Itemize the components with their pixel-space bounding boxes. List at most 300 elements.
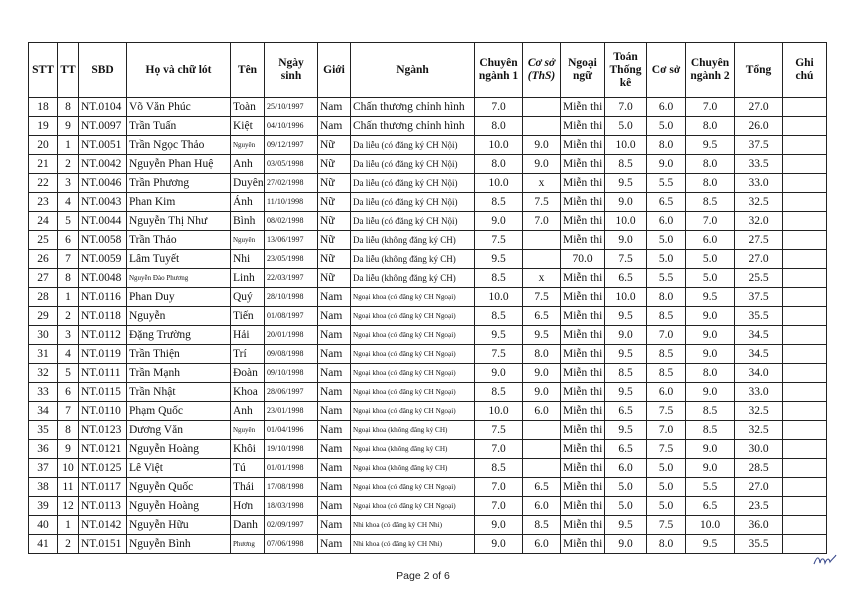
cell-sbd: NT.0125: [79, 459, 127, 478]
cell-tt: 7: [58, 402, 79, 421]
cell-stt: 36: [29, 440, 58, 459]
cell-toan: 6.0: [605, 459, 647, 478]
table-row: [29, 364, 827, 383]
cell-stt: 24: [29, 212, 58, 231]
cell-coso: 5.0: [647, 250, 686, 269]
cell-coso: 7.5: [647, 516, 686, 535]
header-coso-ths: Cơ sở (ThS): [523, 43, 561, 98]
table-row: [29, 174, 827, 193]
table-row: [29, 440, 827, 459]
cell-ho: Nguyễn Hữu: [127, 516, 231, 535]
cell-ho: Lê Việt: [127, 459, 231, 478]
cell-cn2: 9.0: [686, 383, 735, 402]
cell-tong: 27.5: [735, 231, 783, 250]
cell-tt: 11: [58, 478, 79, 497]
cell-sbd: NT.0123: [79, 421, 127, 440]
cell-nganh: Nhi khoa (có đăng ký CH Nhi): [351, 535, 475, 554]
table-row: [29, 288, 827, 307]
cell-ngaysinh: 19/10/1998: [265, 440, 318, 459]
cell-nganh: Ngoại khoa (có đăng ký CH Ngoại): [351, 383, 475, 402]
cell-gioi: Nam: [318, 288, 351, 307]
cell-coso-ths: 7.5: [523, 288, 561, 307]
cell-tong: 32.5: [735, 421, 783, 440]
cell-coso-ths: 6.5: [523, 307, 561, 326]
cell-cn1: 7.5: [475, 345, 523, 364]
cell-tong: 27.0: [735, 478, 783, 497]
cell-gioi: Nữ: [318, 174, 351, 193]
cell-ngoaingu: Miễn thi: [561, 288, 605, 307]
cell-ho: Phan Duy: [127, 288, 231, 307]
cell-ngaysinh: 25/10/1997: [265, 98, 318, 117]
table-row: [29, 326, 827, 345]
cell-tong: 33.0: [735, 383, 783, 402]
cell-nganh: Chấn thương chỉnh hình: [351, 98, 475, 117]
cell-ngoaingu: Miễn thi: [561, 136, 605, 155]
cell-gioi: Nam: [318, 402, 351, 421]
cell-cn2: 5.0: [686, 269, 735, 288]
table-row: [29, 117, 827, 136]
cell-ten: Tiến: [231, 307, 265, 326]
table-row: [29, 421, 827, 440]
cell-nganh: Da liễu (có đăng ký CH Nội): [351, 212, 475, 231]
table-row: [29, 136, 827, 155]
cell-tt: 6: [58, 383, 79, 402]
cell-stt: 27: [29, 269, 58, 288]
cell-coso-ths: 7.5: [523, 193, 561, 212]
cell-coso: 5.5: [647, 174, 686, 193]
cell-cn2: 8.5: [686, 402, 735, 421]
cell-coso: 5.0: [647, 478, 686, 497]
cell-ngoaingu: Miễn thi: [561, 535, 605, 554]
cell-ghichu: [783, 98, 827, 117]
cell-cn1: 9.5: [475, 250, 523, 269]
cell-stt: 21: [29, 155, 58, 174]
table-row: [29, 497, 827, 516]
cell-toan: 5.0: [605, 497, 647, 516]
cell-toan: 9.0: [605, 193, 647, 212]
cell-ten: Ánh: [231, 193, 265, 212]
cell-coso-ths: [523, 98, 561, 117]
cell-cn1: 8.0: [475, 155, 523, 174]
cell-tt: 1: [58, 288, 79, 307]
cell-coso-ths: 6.0: [523, 497, 561, 516]
header-cn1: Chuyên ngành 1: [475, 43, 523, 98]
cell-ghichu: [783, 535, 827, 554]
cell-ngoaingu: Miễn thi: [561, 402, 605, 421]
cell-sbd: NT.0104: [79, 98, 127, 117]
cell-tong: 30.0: [735, 440, 783, 459]
cell-toan: 6.5: [605, 402, 647, 421]
cell-ten: Khoa: [231, 383, 265, 402]
header-ngoaingu: Ngoại ngữ: [561, 43, 605, 98]
cell-nganh: Ngoại khoa (không đăng ký CH): [351, 421, 475, 440]
cell-ngaysinh: 08/02/1998: [265, 212, 318, 231]
cell-tong: 32.5: [735, 193, 783, 212]
cell-tong: 28.5: [735, 459, 783, 478]
cell-nganh: Ngoại khoa (có đăng ký CH Ngoại): [351, 307, 475, 326]
cell-stt: 25: [29, 231, 58, 250]
table-body: [29, 98, 827, 554]
cell-sbd: NT.0097: [79, 117, 127, 136]
cell-stt: 37: [29, 459, 58, 478]
cell-gioi: Nam: [318, 516, 351, 535]
cell-ngoaingu: Miễn thi: [561, 326, 605, 345]
table-row: [29, 516, 827, 535]
table-row: [29, 250, 827, 269]
cell-ngaysinh: 09/12/1997: [265, 136, 318, 155]
cell-coso: 8.5: [647, 364, 686, 383]
cell-tt: 5: [58, 212, 79, 231]
cell-gioi: Nam: [318, 383, 351, 402]
cell-ngaysinh: 02/09/1997: [265, 516, 318, 535]
table-row: [29, 155, 827, 174]
cell-ngoaingu: Miễn thi: [561, 421, 605, 440]
cell-tong: 37.5: [735, 288, 783, 307]
table-header-row: [29, 43, 827, 98]
cell-gioi: Nam: [318, 478, 351, 497]
cell-nganh: Nhi khoa (có đăng ký CH Nhi): [351, 516, 475, 535]
cell-ten: Duyên: [231, 174, 265, 193]
cell-sbd: NT.0046: [79, 174, 127, 193]
cell-sbd: NT.0043: [79, 193, 127, 212]
cell-tong: 37.5: [735, 136, 783, 155]
cell-ngaysinh: 04/10/1996: [265, 117, 318, 136]
cell-ho: Trần Thiện: [127, 345, 231, 364]
cell-coso-ths: 9.5: [523, 326, 561, 345]
table-row: [29, 402, 827, 421]
cell-ngoaingu: Miễn thi: [561, 212, 605, 231]
cell-stt: 19: [29, 117, 58, 136]
cell-coso: 5.0: [647, 497, 686, 516]
cell-nganh: Ngoại khoa (có đăng ký CH Ngoại): [351, 326, 475, 345]
cell-cn2: 9.5: [686, 136, 735, 155]
cell-sbd: NT.0116: [79, 288, 127, 307]
cell-coso: 5.0: [647, 459, 686, 478]
cell-coso-ths: 9.0: [523, 136, 561, 155]
table-row: [29, 98, 827, 117]
cell-ghichu: [783, 212, 827, 231]
cell-ghichu: [783, 231, 827, 250]
cell-cn2: 10.0: [686, 516, 735, 535]
cell-ho: Trần Tuấn: [127, 117, 231, 136]
cell-tt: 5: [58, 364, 79, 383]
cell-ten: Bình: [231, 212, 265, 231]
cell-coso-ths: 9.0: [523, 364, 561, 383]
cell-tong: 27.0: [735, 98, 783, 117]
cell-ho: Phan Kim: [127, 193, 231, 212]
cell-gioi: Nam: [318, 326, 351, 345]
cell-cn2: 8.5: [686, 421, 735, 440]
cell-nganh: Chấn thương chỉnh hình: [351, 117, 475, 136]
results-table-container: [28, 42, 827, 554]
cell-ghichu: [783, 288, 827, 307]
cell-ngoaingu: Miễn thi: [561, 307, 605, 326]
cell-cn2: 9.5: [686, 535, 735, 554]
cell-ngoaingu: Miễn thi: [561, 174, 605, 193]
cell-ho: Nguyễn Thị Như: [127, 212, 231, 231]
cell-cn1: 8.5: [475, 269, 523, 288]
cell-ngaysinh: 11/10/1998: [265, 193, 318, 212]
cell-ten: Nguyên: [231, 421, 265, 440]
cell-ngaysinh: 28/10/1998: [265, 288, 318, 307]
cell-sbd: NT.0115: [79, 383, 127, 402]
cell-sbd: NT.0111: [79, 364, 127, 383]
cell-stt: 41: [29, 535, 58, 554]
cell-toan: 10.0: [605, 212, 647, 231]
cell-ngoaingu: Miễn thi: [561, 193, 605, 212]
cell-ngaysinh: 01/04/1996: [265, 421, 318, 440]
cell-cn2: 9.0: [686, 326, 735, 345]
cell-nganh: Da liễu (có đăng ký CH Nội): [351, 193, 475, 212]
cell-tong: 32.5: [735, 402, 783, 421]
cell-coso-ths: 8.0: [523, 345, 561, 364]
cell-nganh: Da liễu (có đăng ký CH Nội): [351, 155, 475, 174]
cell-cn1: 7.5: [475, 421, 523, 440]
cell-ngaysinh: 01/01/1998: [265, 459, 318, 478]
cell-toan: 9.5: [605, 345, 647, 364]
cell-nganh: Ngoại khoa (có đăng ký CH Ngoại): [351, 497, 475, 516]
cell-toan: 10.0: [605, 136, 647, 155]
cell-gioi: Nam: [318, 364, 351, 383]
cell-ho: Nguyễn Đào Phương: [127, 269, 231, 288]
cell-coso: 5.0: [647, 231, 686, 250]
cell-sbd: NT.0117: [79, 478, 127, 497]
table-row: [29, 383, 827, 402]
cell-tong: 23.5: [735, 497, 783, 516]
cell-tt: 4: [58, 193, 79, 212]
header-ho: Họ và chữ lót: [127, 43, 231, 98]
cell-cn1: 10.0: [475, 136, 523, 155]
cell-cn2: 5.0: [686, 250, 735, 269]
cell-cn2: 8.0: [686, 364, 735, 383]
cell-cn2: 6.0: [686, 231, 735, 250]
cell-gioi: Nữ: [318, 250, 351, 269]
cell-ten: Phương: [231, 535, 265, 554]
cell-stt: 18: [29, 98, 58, 117]
cell-cn2: 9.5: [686, 288, 735, 307]
cell-cn1: 7.0: [475, 497, 523, 516]
cell-ten: Thái: [231, 478, 265, 497]
cell-ho: Nguyễn Quốc: [127, 478, 231, 497]
cell-nganh: Ngoại khoa (có đăng ký CH Ngoại): [351, 478, 475, 497]
cell-cn1: 9.5: [475, 326, 523, 345]
table-row: [29, 231, 827, 250]
cell-ngaysinh: 07/06/1998: [265, 535, 318, 554]
cell-ten: Hải: [231, 326, 265, 345]
cell-cn2: 9.0: [686, 307, 735, 326]
cell-tong: 32.0: [735, 212, 783, 231]
cell-ghichu: [783, 497, 827, 516]
cell-stt: 29: [29, 307, 58, 326]
cell-ngaysinh: 17/08/1998: [265, 478, 318, 497]
cell-nganh: Ngoại khoa (có đăng ký CH Ngoại): [351, 288, 475, 307]
cell-ngoaingu: Miễn thi: [561, 459, 605, 478]
cell-ghichu: [783, 193, 827, 212]
cell-ngoaingu: Miễn thi: [561, 155, 605, 174]
cell-coso: 8.0: [647, 535, 686, 554]
cell-tt: 1: [58, 136, 79, 155]
cell-ho: Nguyễn Phan Huệ: [127, 155, 231, 174]
cell-ten: Hơn: [231, 497, 265, 516]
cell-ten: Nguyên: [231, 136, 265, 155]
page-number: Page 2 of 6: [396, 570, 450, 582]
cell-ngoaingu: Miễn thi: [561, 497, 605, 516]
cell-ten: Kiệt: [231, 117, 265, 136]
cell-sbd: NT.0042: [79, 155, 127, 174]
cell-ghichu: [783, 383, 827, 402]
header-coso: Cơ sở: [647, 43, 686, 98]
cell-ngaysinh: 01/08/1997: [265, 307, 318, 326]
cell-stt: 35: [29, 421, 58, 440]
cell-ghichu: [783, 364, 827, 383]
cell-cn1: 8.5: [475, 193, 523, 212]
cell-ghichu: [783, 421, 827, 440]
cell-ho: Trần Thảo: [127, 231, 231, 250]
cell-cn2: 8.5: [686, 193, 735, 212]
cell-ten: Anh: [231, 402, 265, 421]
cell-cn1: 9.0: [475, 212, 523, 231]
cell-toan: 9.0: [605, 326, 647, 345]
cell-toan: 8.5: [605, 155, 647, 174]
cell-ghichu: [783, 117, 827, 136]
cell-tt: 9: [58, 440, 79, 459]
cell-ngoaingu: Miễn thi: [561, 98, 605, 117]
cell-cn2: 9.0: [686, 459, 735, 478]
cell-ghichu: [783, 174, 827, 193]
cell-ten: Trí: [231, 345, 265, 364]
cell-ngoaingu: Miễn thi: [561, 269, 605, 288]
cell-gioi: Nam: [318, 497, 351, 516]
cell-tt: 3: [58, 174, 79, 193]
cell-ten: Đoàn: [231, 364, 265, 383]
cell-sbd: NT.0051: [79, 136, 127, 155]
cell-tong: 33.0: [735, 174, 783, 193]
cell-nganh: Ngoại khoa (có đăng ký CH Ngoại): [351, 402, 475, 421]
cell-coso-ths: [523, 117, 561, 136]
cell-tt: 10: [58, 459, 79, 478]
cell-toan: 9.0: [605, 535, 647, 554]
cell-sbd: NT.0059: [79, 250, 127, 269]
cell-gioi: Nữ: [318, 212, 351, 231]
cell-stt: 28: [29, 288, 58, 307]
cell-stt: 32: [29, 364, 58, 383]
cell-ghichu: [783, 136, 827, 155]
cell-coso-ths: [523, 440, 561, 459]
cell-ho: Nguyễn Hoàng: [127, 497, 231, 516]
cell-coso: 5.0: [647, 117, 686, 136]
cell-cn2: 5.5: [686, 478, 735, 497]
cell-ho: Phạm Quốc: [127, 402, 231, 421]
cell-nganh: Da liễu (không đăng ký CH): [351, 231, 475, 250]
cell-tong: 34.5: [735, 326, 783, 345]
header-tong: Tổng: [735, 43, 783, 98]
cell-tt: 4: [58, 345, 79, 364]
cell-sbd: NT.0110: [79, 402, 127, 421]
cell-toan: 9.5: [605, 307, 647, 326]
cell-coso-ths: [523, 250, 561, 269]
cell-stt: 38: [29, 478, 58, 497]
cell-gioi: Nam: [318, 535, 351, 554]
table-row: [29, 459, 827, 478]
cell-ho: Trần Ngọc Thảo: [127, 136, 231, 155]
cell-cn1: 7.5: [475, 231, 523, 250]
cell-stt: 23: [29, 193, 58, 212]
cell-tt: 6: [58, 231, 79, 250]
table-row: [29, 193, 827, 212]
cell-ngaysinh: 09/10/1998: [265, 364, 318, 383]
cell-cn1: 9.0: [475, 364, 523, 383]
cell-toan: 9.5: [605, 516, 647, 535]
cell-ngoaingu: Miễn thi: [561, 364, 605, 383]
cell-ghichu: [783, 155, 827, 174]
table-row: [29, 535, 827, 554]
cell-ngaysinh: 23/05/1998: [265, 250, 318, 269]
cell-coso-ths: [523, 459, 561, 478]
cell-tong: 36.0: [735, 516, 783, 535]
cell-sbd: NT.0151: [79, 535, 127, 554]
cell-ngoaingu: Miễn thi: [561, 117, 605, 136]
cell-coso-ths: 7.0: [523, 212, 561, 231]
cell-ho: Lâm Tuyết: [127, 250, 231, 269]
cell-ho: Dương Văn: [127, 421, 231, 440]
cell-ngoaingu: Miễn thi: [561, 478, 605, 497]
cell-gioi: Nam: [318, 345, 351, 364]
cell-gioi: Nữ: [318, 136, 351, 155]
cell-tt: 3: [58, 326, 79, 345]
cell-nganh: Ngoại khoa (không đăng ký CH): [351, 440, 475, 459]
cell-ho: Võ Văn Phúc: [127, 98, 231, 117]
cell-coso-ths: 8.5: [523, 516, 561, 535]
cell-sbd: NT.0121: [79, 440, 127, 459]
cell-nganh: Da liễu (có đăng ký CH Nội): [351, 174, 475, 193]
cell-ngaysinh: 09/08/1998: [265, 345, 318, 364]
cell-ghichu: [783, 250, 827, 269]
cell-ho: Trần Nhật: [127, 383, 231, 402]
cell-ngaysinh: 22/03/1997: [265, 269, 318, 288]
cell-ngoaingu: Miễn thi: [561, 345, 605, 364]
cell-toan: 5.0: [605, 478, 647, 497]
cell-cn1: 9.0: [475, 535, 523, 554]
cell-cn2: 8.0: [686, 174, 735, 193]
cell-ho: Trần Phương: [127, 174, 231, 193]
cell-toan: 10.0: [605, 288, 647, 307]
cell-stt: 40: [29, 516, 58, 535]
cell-coso: 6.0: [647, 383, 686, 402]
cell-ngaysinh: 28/06/1997: [265, 383, 318, 402]
cell-coso: 7.0: [647, 421, 686, 440]
cell-coso-ths: [523, 421, 561, 440]
cell-stt: 26: [29, 250, 58, 269]
cell-cn2: 9.0: [686, 440, 735, 459]
cell-ngaysinh: 23/01/1998: [265, 402, 318, 421]
table-row: [29, 269, 827, 288]
cell-nganh: Ngoại khoa (có đăng ký CH Ngoại): [351, 364, 475, 383]
table-row: [29, 212, 827, 231]
cell-cn1: 8.5: [475, 383, 523, 402]
cell-tt: 1: [58, 516, 79, 535]
cell-ngoaingu: Miễn thi: [561, 516, 605, 535]
cell-ngoaingu: Miễn thi: [561, 383, 605, 402]
cell-cn1: 10.0: [475, 174, 523, 193]
cell-ten: Danh: [231, 516, 265, 535]
cell-gioi: Nam: [318, 117, 351, 136]
cell-gioi: Nữ: [318, 155, 351, 174]
cell-tong: 34.0: [735, 364, 783, 383]
cell-cn2: 8.0: [686, 117, 735, 136]
header-ten: Tên: [231, 43, 265, 98]
cell-ho: Trần Mạnh: [127, 364, 231, 383]
cell-sbd: NT.0119: [79, 345, 127, 364]
